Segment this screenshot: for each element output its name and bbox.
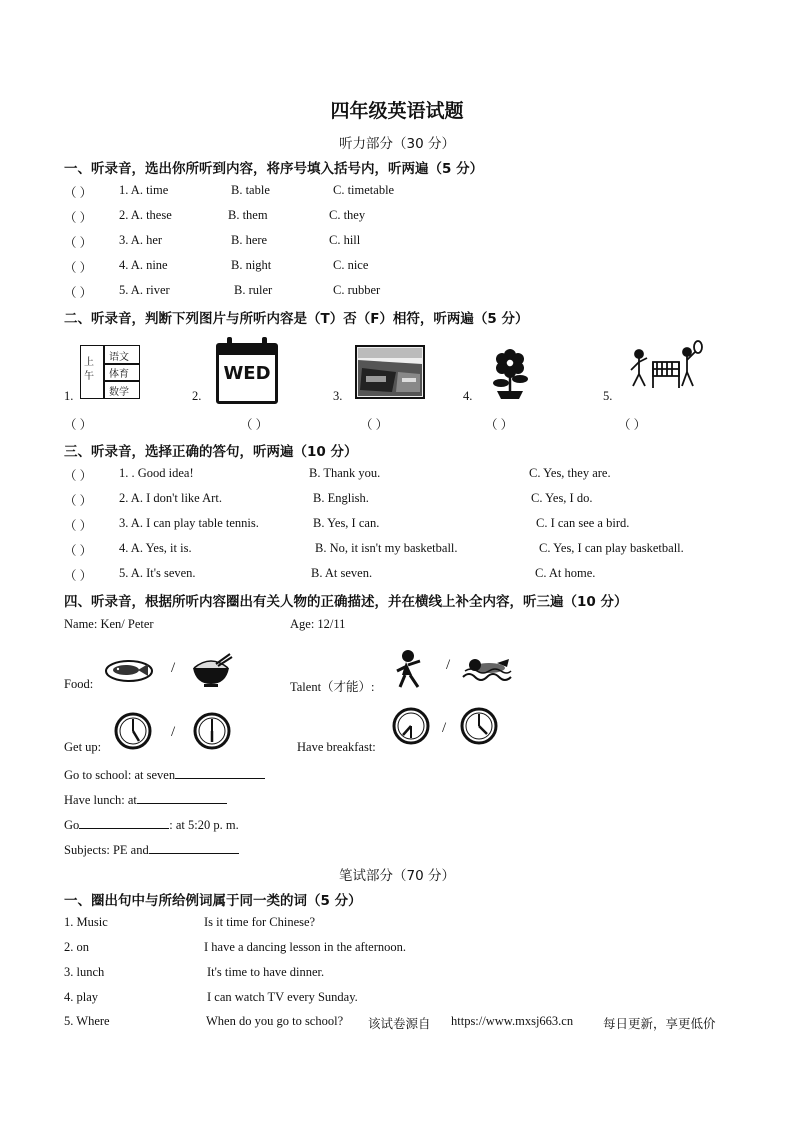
fill-line <box>64 815 239 833</box>
picture-number: 1. <box>64 389 74 403</box>
clock-picture[interactable] <box>392 707 430 745</box>
answer-paren[interactable]: （ ） <box>64 569 93 583</box>
answer-paren[interactable]: （ ） <box>64 186 93 200</box>
option-b: B. them <box>228 208 268 222</box>
clock-picture[interactable] <box>460 707 498 745</box>
answer-paren[interactable]: （ ） <box>64 544 93 558</box>
answer-paren[interactable]: （ ） <box>64 469 93 483</box>
schedule-subject: 语文 <box>109 352 129 363</box>
answer-paren[interactable]: （ ） <box>64 494 93 508</box>
schedule-subject: 体育 <box>109 369 129 380</box>
slash: / <box>446 657 451 673</box>
flower-picture <box>485 345 535 400</box>
option-a: 1. A. time <box>119 183 169 197</box>
page-title: 四年级英语试题 <box>330 100 464 122</box>
answer-paren[interactable]: （ ） <box>64 211 93 225</box>
answer-paren[interactable]: （ ） <box>64 418 93 432</box>
footer-tail: 每日更新，享更低价 <box>603 1017 716 1031</box>
go-time: : at 5:20 p. m. <box>169 818 239 832</box>
option-c: C. hill <box>329 233 361 247</box>
swimming-picture[interactable] <box>461 655 513 683</box>
writing1-heading: 一、圈出句中与所给例词属于同一类的词（5 分） <box>64 893 362 909</box>
school-blank[interactable] <box>175 765 265 779</box>
subjects-label: Subjects: PE and <box>64 843 149 857</box>
part3-heading: 三、听录音，选择正确的答句，听两遍（10 分） <box>64 444 358 460</box>
footer-url[interactable]: https://www.mxsj663.cn <box>451 1014 574 1028</box>
answer-paren[interactable]: （ ） <box>360 418 389 432</box>
option-c: C. nice <box>333 258 369 272</box>
sentence[interactable]: I can watch TV every Sunday. <box>207 990 358 1004</box>
picture-number: 4. <box>463 389 473 403</box>
clock-picture[interactable] <box>193 712 231 750</box>
option-c: C. I can see a bird. <box>536 516 630 530</box>
answer-paren[interactable]: （ ） <box>618 418 647 432</box>
picture-number: 2. <box>192 389 202 403</box>
example-word: 4. play <box>64 990 99 1004</box>
option-a: 2. A. these <box>119 208 172 222</box>
slash: / <box>171 660 176 676</box>
school-label: Go to school: at seven <box>64 768 176 782</box>
answer-paren[interactable]: （ ） <box>64 286 93 300</box>
option-a: 4. A. Yes, it is. <box>119 541 192 555</box>
schedule-label: 上午 <box>84 357 94 382</box>
answer-paren[interactable]: （ ） <box>485 418 514 432</box>
sentence[interactable]: It's time to have dinner. <box>207 965 325 979</box>
listening-header: 听力部分（30 分） <box>339 136 455 152</box>
part2-heading: 二、听录音，判断下列图片与所听内容是（T）否（F）相符，听两遍（5 分） <box>64 311 529 327</box>
lunch-blank[interactable] <box>137 790 227 804</box>
fish-plate-picture[interactable] <box>104 657 154 683</box>
option-b: B. English. <box>313 491 369 505</box>
option-b: B. ruler <box>234 283 273 297</box>
option-a: 4. A. nine <box>119 258 168 272</box>
example-word: 1. Music <box>64 915 108 929</box>
photo-picture <box>356 346 424 398</box>
option-c: C. they <box>329 208 366 222</box>
go-blank[interactable] <box>79 815 169 829</box>
age-choice[interactable]: Age: 12/11 <box>290 617 346 631</box>
calendar-text: WED <box>223 363 271 384</box>
option-a: 3. A. her <box>119 233 163 247</box>
option-b: B. Yes, I can. <box>313 516 380 530</box>
footer-note: 该试卷源自 <box>368 1017 431 1031</box>
option-b: B. night <box>231 258 272 272</box>
answer-paren[interactable]: （ ） <box>64 236 93 250</box>
lunch-label: Have lunch: at <box>64 793 137 807</box>
option-a: 2. A. I don't like Art. <box>119 491 222 505</box>
option-b: B. At seven. <box>311 566 373 580</box>
name-choice[interactable]: Name: Ken/ Peter <box>64 617 154 631</box>
option-a: 5. A. It's seven. <box>119 566 196 580</box>
example-word: 5. Where <box>64 1014 110 1028</box>
option-c: C. rubber <box>333 283 381 297</box>
option-c: C. At home. <box>535 566 596 580</box>
answer-paren[interactable]: （ ） <box>64 519 93 533</box>
sentence[interactable]: I have a dancing lesson in the afternoon. <box>204 940 407 954</box>
option-c: C. Yes, they are. <box>529 466 611 480</box>
option-a: 1. . Good idea! <box>119 466 194 480</box>
part1-heading: 一、听录音，选出你所听到内容，将序号填入括号内，听两遍（5 分） <box>64 161 484 177</box>
schedule-subject: 数学 <box>109 387 129 398</box>
running-picture[interactable] <box>392 649 428 691</box>
answer-paren[interactable]: （ ） <box>64 261 93 275</box>
clock-picture[interactable] <box>114 712 152 750</box>
option-c: C. timetable <box>333 183 395 197</box>
example-word: 2. on <box>64 940 89 954</box>
fill-line <box>64 790 227 808</box>
fill-line <box>64 840 239 858</box>
option-a: 5. A. river <box>119 283 170 297</box>
option-c: C. Yes, I do. <box>531 491 593 505</box>
option-b: B. here <box>231 233 268 247</box>
slash: / <box>442 720 447 736</box>
getup-label: Get up: <box>64 740 102 754</box>
option-b: B. No, it isn't my basketball. <box>315 541 458 555</box>
fill-line <box>64 765 265 783</box>
part4-heading: 四、听录音，根据所听内容圈出有关人物的正确描述，并在横线上补全内容，听三遍（10 分） <box>64 594 628 610</box>
option-b: B. Thank you. <box>309 466 381 480</box>
picture-number: 3. <box>333 389 343 403</box>
sentence[interactable]: Is it time for Chinese? <box>204 915 316 929</box>
example-word: 3. lunch <box>64 965 105 979</box>
talent-label: Talent（才能）: <box>290 680 375 694</box>
picture-number: 5. <box>603 389 613 403</box>
go-label: Go <box>64 818 80 832</box>
option-b: B. table <box>231 183 270 197</box>
sentence[interactable]: When do you go to school? <box>206 1014 344 1028</box>
calendar-picture <box>216 343 278 404</box>
food-label: Food: <box>64 677 94 691</box>
rice-bowl-picture[interactable] <box>190 652 232 688</box>
badminton-picture <box>627 340 707 395</box>
schedule-picture <box>80 345 140 399</box>
breakfast-label: Have breakfast: <box>297 740 376 754</box>
answer-paren[interactable]: （ ） <box>240 418 269 432</box>
option-c: C. Yes, I can play basketball. <box>539 541 684 555</box>
option-a: 3. A. I can play table tennis. <box>119 516 259 530</box>
writing-header: 笔试部分（70 分） <box>339 868 455 884</box>
subjects-blank[interactable] <box>149 840 239 854</box>
slash: / <box>171 724 176 740</box>
